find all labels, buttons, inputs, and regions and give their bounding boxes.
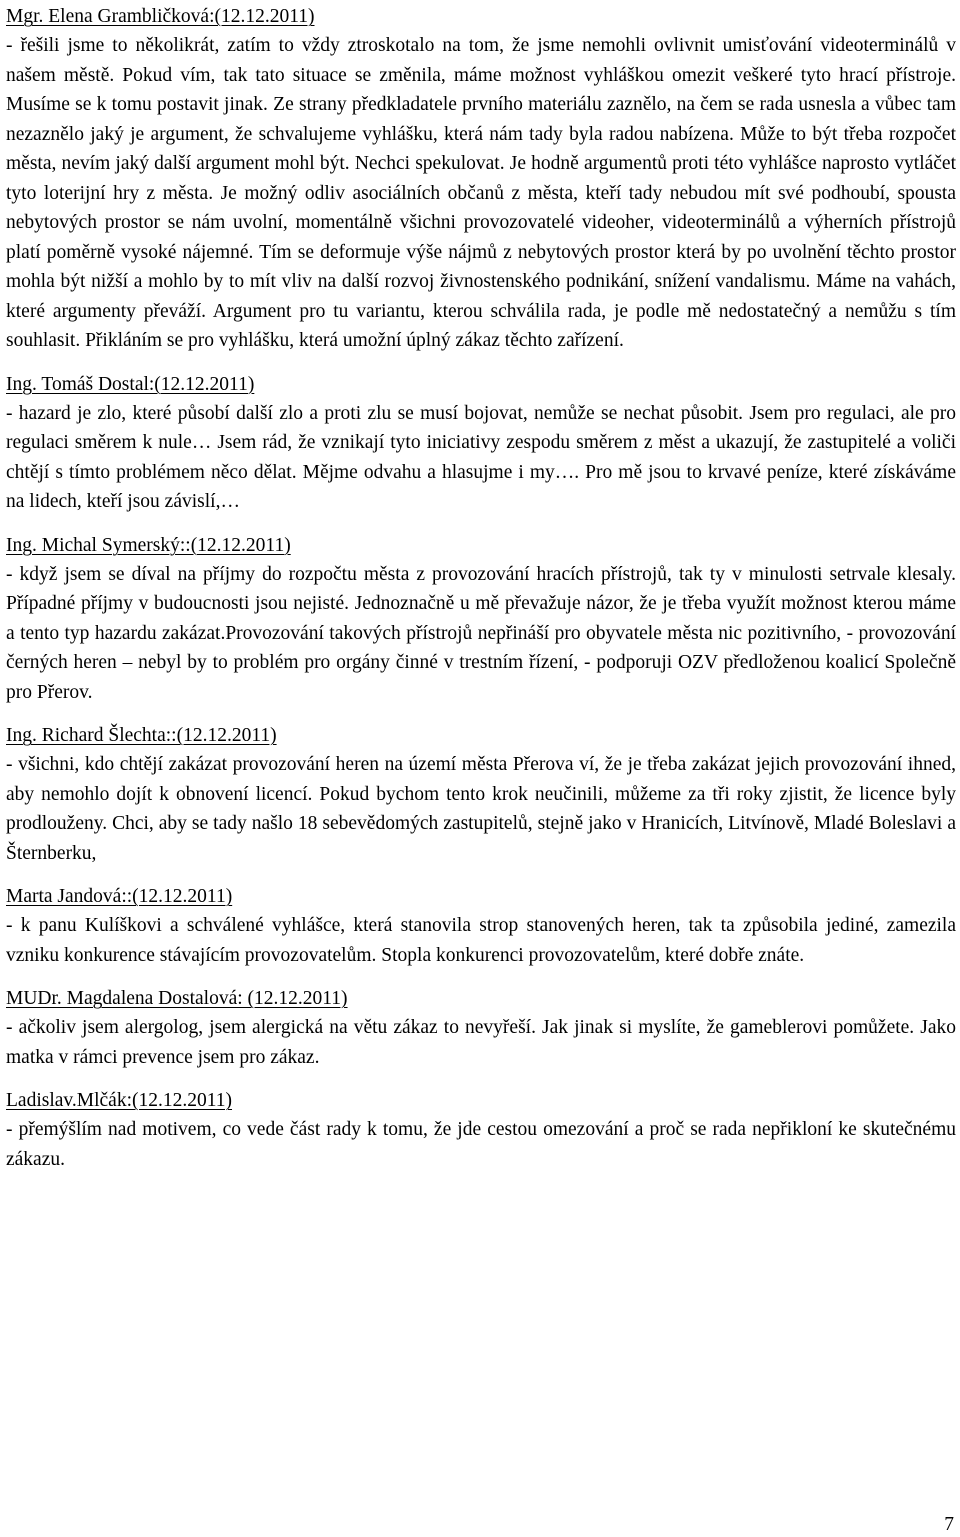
statement-block [6, 370, 956, 517]
statement-text: - přemýšlím nad motivem, co vede část rady k tomu, že jde cestou omezování a proč se rada nepřikloní ke skutečnému zákazu. [6, 1119, 956, 1170]
page-number: 7 [944, 1514, 954, 1535]
speaker-name: MUDr. Magdalena Dostalová: (12.12.2011) [6, 988, 348, 1009]
document-page [6, 2, 956, 1188]
speaker-name: Marta Jandová::(12.12.2011) [6, 886, 233, 907]
statement-text: - řešili jsme to několikrát, zatím to vždy ztroskotalo na tom, že jsme nemohli ovlivnit umisťování videoterminálů v našem městě. Pokud vím, tak tato situace se změnila, máme možnost vyhláškou omezit veškeré tyto hrací přístroje. Musíme se k tomu postavit jinak. Ze strany předkladatele prvního materiálu zaznělo, na čem se rada usnesla a vůbec tam nezaznělo jaký je argument, že schvalujeme vyhlášku, která nám tady byla radou nabízena. Může to být třeba rozpočet města, nevím jaký další argument mohl být. Nechci spekulovat. Je hodně argumentů proti této vyhlášce naprosto vytláčet tyto loterijní hry z města. Je možný odliv asociálních občanů z města, kteří tady nebudou mít své podhoubí, spousta nebytových prostor se nám uvolní, momentálně všichni provozovatelé videoher, videoterminálů a výherních přístrojů platí poměrně vysoké nájemné. Tím se deformuje výše nájmů z nebytových prostor která by po uvolnění těchto prostor mohla být nižší a mohlo by to mít vliv na další rozvoj živnostenského podnikání, snížení vandalismu. Máme na vahách, které argumenty převáží. Argument pro tu variantu, kterou schválila rada, je podle mě nedostatečný a nemůžu s tím souhlasit. Přikláním se pro vyhlášku, která umožní úplný zákaz těchto zařízení. [6, 35, 956, 351]
speaker-name: Ing. Tomáš Dostal:(12.12.2011) [6, 373, 255, 395]
speaker-name: Mgr. Elena Grambličková:(12.12.2011) [6, 6, 315, 27]
speaker-name: Ing. Richard Šlechta::(12.12.2011) [6, 725, 277, 746]
statement-text: - všichni, kdo chtějí zakázat provozování heren na území města Přerova ví, že je třeba zakázat jejich provozování ihned, aby nemohlo dojít k obnovení licencí. Pokud bychom tento krok neučinili, můžeme za tři roky zjistit, že licence byly prodlouženy. Chci, aby se tady našlo 18 sebevědomých zastupitelů, stejně jako v Hranicích, Litvínově, Mladé Boleslavi a Šternberku, [6, 754, 956, 864]
statement-block [6, 2, 956, 356]
speaker-name: Ing. Michal Symerský::(12.12.2011) [6, 534, 291, 556]
statement-block [6, 531, 956, 708]
statement-text: - k panu Kulíškovi a schválené vyhlášce, která stanovila strop stanovených heren, tak ta způsobila jediné, zamezila vzniku konkurence stávajícím provozovatelům. Stopla konkurenci provozovatelům, které dobře znáte. [6, 915, 956, 966]
statement-block [6, 721, 956, 868]
statement-block [6, 882, 956, 970]
statement-block [6, 984, 956, 1072]
statement-block [6, 1086, 956, 1174]
speaker-name: Ladislav.Mlčák:(12.12.2011) [6, 1090, 233, 1111]
statement-text: - ačkoliv jsem alergolog, jsem alergická na větu zákaz to nevyřeší. Jak jinak si myslíte, že gameblerovi pomůžete. Jako matka v rámci prevence jsem pro zákaz. [6, 1017, 956, 1068]
statement-text: - hazard je zlo, které působí další zlo a proti zlu se musí bojovat, nemůže se nechat působit. Jsem pro regulaci, ale pro regulaci směrem k nule… Jsem rád, že vznikají tyto iniciativy zespodu směrem z měst a ukazují, že zastupitelé a voliči chtějí s tímto problémem něco dělat. Mějme odvahu a hlasujme i my…. Pro mě jsou to krvavé peníze, které získáváme na lidech, kteří jsou závislí,… [6, 402, 956, 512]
statement-text: - když jsem se díval na příjmy do rozpočtu města z provozování hracích přístrojů, tak ty v minulosti setrvale klesaly. Případné příjmy v budoucnosti jsou nejisté. Jednoznačně u mě převažuje názor, že je třeba využít možnost kterou máme a tento typ hazardu zakázat.Provozování takových přístrojů nepřináší pro obyvatele města nic pozitivního, - provozování černých heren – nebyl by to problém pro orgány činné v trestním řízení, - podporuji OZV předloženou koalicí Společně pro Přerov. [6, 563, 956, 703]
